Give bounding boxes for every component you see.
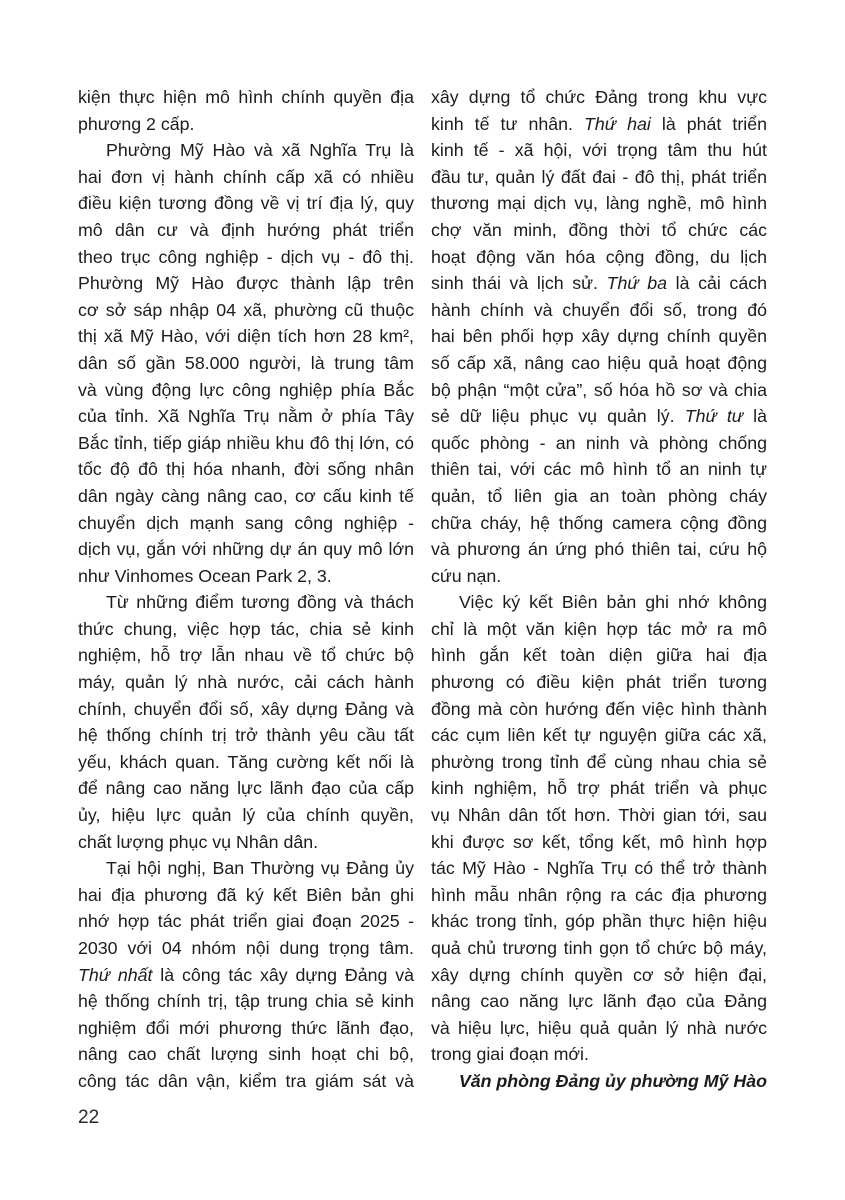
text-line: hai bên phối hợp xây dựng chính quyền: [431, 326, 767, 347]
text-line: yếu, khách quan. Tăng cường kết nối là: [78, 751, 414, 772]
text-line: số cấp xã, nâng cao hiệu quả hoạt động: [431, 352, 767, 373]
text-line: phường trong tỉnh để cùng nhau chia sẻ: [431, 751, 767, 772]
text-line: khác trong tỉnh, góp phần thực hiện hiệu: [431, 911, 767, 932]
text-line: chỉ là một văn kiện hợp tác mở ra mô: [431, 618, 767, 639]
text-line: thiên tai, với các mô hình tổ an ninh tự: [431, 459, 767, 480]
text-line: nhớ hợp tác phát triển giai đoạn 2025 -: [78, 911, 414, 932]
text-line: Bắc tỉnh, tiếp giáp nhiều khu đô thị lớn, có: [78, 432, 414, 453]
text-line: nâng cao năng lực lãnh đạo của Đảng: [431, 991, 767, 1012]
text-line: hai địa phương đã ký kết Biên bản ghi: [78, 884, 414, 905]
text-line: công tác dân vận, kiểm tra giám sát và: [78, 1070, 414, 1091]
text-line: phương có điều kiện phát triển tương: [431, 672, 767, 693]
text-line: máy, quản lý nhà nước, cải cách hành: [78, 672, 414, 693]
text-line: thức chung, việc hợp tác, chia sẻ kinh: [78, 618, 414, 639]
text-line: dân số gần 58.000 người, là trung tâm: [78, 352, 414, 373]
text-line: sẻ dữ liệu phục vụ quản lý. Thứ tư là: [431, 406, 767, 427]
text-line: nâng cao chất lượng sinh hoạt chi bộ,: [78, 1044, 414, 1065]
text-line: dân ngày càng nâng cao, cơ cấu kinh tế: [78, 485, 414, 506]
text-line: đầu tư, quản lý đất đai - đô thị, phát triển: [431, 166, 767, 187]
text-line: tốc độ đô thị hóa nhanh, đời sống nhân: [78, 459, 414, 480]
text-line: hình gắn kết toàn diện giữa hai địa: [431, 645, 767, 666]
text-line: cứu nạn.: [431, 565, 502, 586]
text-line: ủy, hiệu lực quản lý của chính quyền,: [78, 805, 414, 826]
text-line: cơ sở sáp nhập 04 xã, phường cũ thuộc: [78, 299, 414, 320]
text-column-right: [431, 84, 767, 1095]
text-line: vụ Nhân dân tốt hơn. Thời gian tới, sau: [431, 805, 767, 826]
text-line: Việc ký kết Biên bản ghi nhớ không: [459, 592, 767, 613]
text-line: thị xã Mỹ Hào, với diện tích hơn 28 km²,: [78, 326, 414, 347]
text-line: hệ thống chính trị trở thành yêu cầu tất: [78, 725, 414, 746]
text-line: xây dựng chính quyền cơ sở hiện đại,: [431, 964, 767, 985]
text-line: trong giai đoạn mới.: [431, 1044, 589, 1065]
text-line: chữa cháy, hệ thống camera cộng đồng: [431, 512, 767, 533]
text-line: hoạt động văn hóa cộng đồng, du lịch: [431, 246, 767, 267]
text-line: điều kiện tương đồng về vị trí địa lý, quy: [78, 193, 414, 214]
text-line: hệ thống chính trị, tập trung chia sẻ kinh: [78, 991, 414, 1012]
text-line: kiện thực hiện mô hình chính quyền địa: [78, 87, 414, 107]
text-line: chính, chuyển đổi số, xây dựng Đảng và: [78, 698, 414, 719]
text-line: 2030 với 04 nhóm nội dung trọng tâm.: [78, 938, 414, 958]
text-line: mô dân cư và định hướng phát triển: [78, 219, 414, 240]
text-line: hai đơn vị hành chính cấp xã có nhiều: [78, 166, 414, 187]
text-line: của tỉnh. Xã Nghĩa Trụ nằm ở phía Tây: [78, 406, 414, 427]
text-line: phương 2 cấp.: [78, 113, 195, 134]
text-line: dịch vụ, gắn với những dự án quy mô lớn: [78, 539, 414, 560]
text-line: sinh thái và lịch sử. Thứ ba là cải cách: [431, 273, 767, 294]
text-line: nghiệm, hỗ trợ lẫn nhau về tổ chức bộ: [78, 645, 414, 666]
text-line: các cụm liên kết tự nguyện giữa các xã,: [431, 725, 767, 746]
text-line: và hiệu lực, hiệu quả quản lý nhà nước: [431, 1017, 767, 1038]
text-line: kinh nghiệm, hỗ trợ phát triển và phục: [431, 778, 767, 799]
text-line: quốc phòng - an ninh và phòng chống: [431, 432, 767, 453]
text-line: hình mẫu nhân rộng ra các địa phương: [431, 884, 767, 905]
text-line: kinh tế tư nhân. Thứ hai là phát triển: [431, 113, 767, 134]
text-line: khi được sơ kết, tổng kết, mô hình hợp: [431, 831, 767, 852]
page-number: 22: [78, 1107, 100, 1128]
text-line: để nâng cao năng lực lãnh đạo của cấp: [78, 778, 414, 799]
text-line: chợ văn minh, đồng thời tổ chức các: [431, 219, 767, 240]
text-line: xây dựng tổ chức Đảng trong khu vực: [431, 87, 767, 107]
text-line: Từ những điểm tương đồng và thách: [106, 592, 414, 613]
text-line: theo trục công nghiệp - dịch vụ - đô thị.: [78, 246, 414, 267]
text-line: tác Mỹ Hào - Nghĩa Trụ có thể trở thành: [431, 858, 767, 879]
text-line: nghiệm đổi mới phương thức lãnh đạo,: [78, 1017, 414, 1038]
text-line: Tại hội nghị, Ban Thường vụ Đảng ủy: [106, 858, 414, 879]
article-body: [78, 84, 767, 1095]
text-line: và vùng động lực công nghiệp phía Bắc: [78, 379, 414, 400]
text-line: Phường Mỹ Hào được thành lập trên: [78, 273, 414, 294]
text-line: đồng mà còn hướng đến việc hình thành: [431, 698, 767, 719]
text-line: như Vinhomes Ocean Park 2, 3.: [78, 565, 332, 586]
text-line: Phường Mỹ Hào và xã Nghĩa Trụ là: [106, 140, 414, 161]
text-line: hành chính và chuyển đổi số, trong đó: [431, 299, 767, 320]
text-line: chất lượng phục vụ Nhân dân.: [78, 831, 319, 852]
article-byline: Văn phòng Đảng ủy phường Mỹ Hào: [458, 1070, 767, 1091]
text-line: Thứ nhất là công tác xây dựng Đảng và: [78, 964, 414, 985]
text-line: kinh tế - xã hội, với trọng tâm thu hút: [431, 140, 767, 161]
text-line: quản, tổ liên gia an toàn phòng cháy: [431, 485, 767, 506]
text-column-left: [78, 84, 414, 1095]
text-line: quả chủ trương tinh gọn tổ chức bộ máy,: [431, 938, 767, 958]
text-line: bộ phận “một cửa”, số hóa hồ sơ và chia: [431, 379, 767, 400]
text-line: thương mại dịch vụ, làng nghề, mô hình: [431, 193, 767, 214]
text-line: chuyển dịch mạnh sang công nghiệp -: [78, 512, 414, 533]
text-line: và phương án ứng phó thiên tai, cứu hộ: [431, 539, 767, 560]
